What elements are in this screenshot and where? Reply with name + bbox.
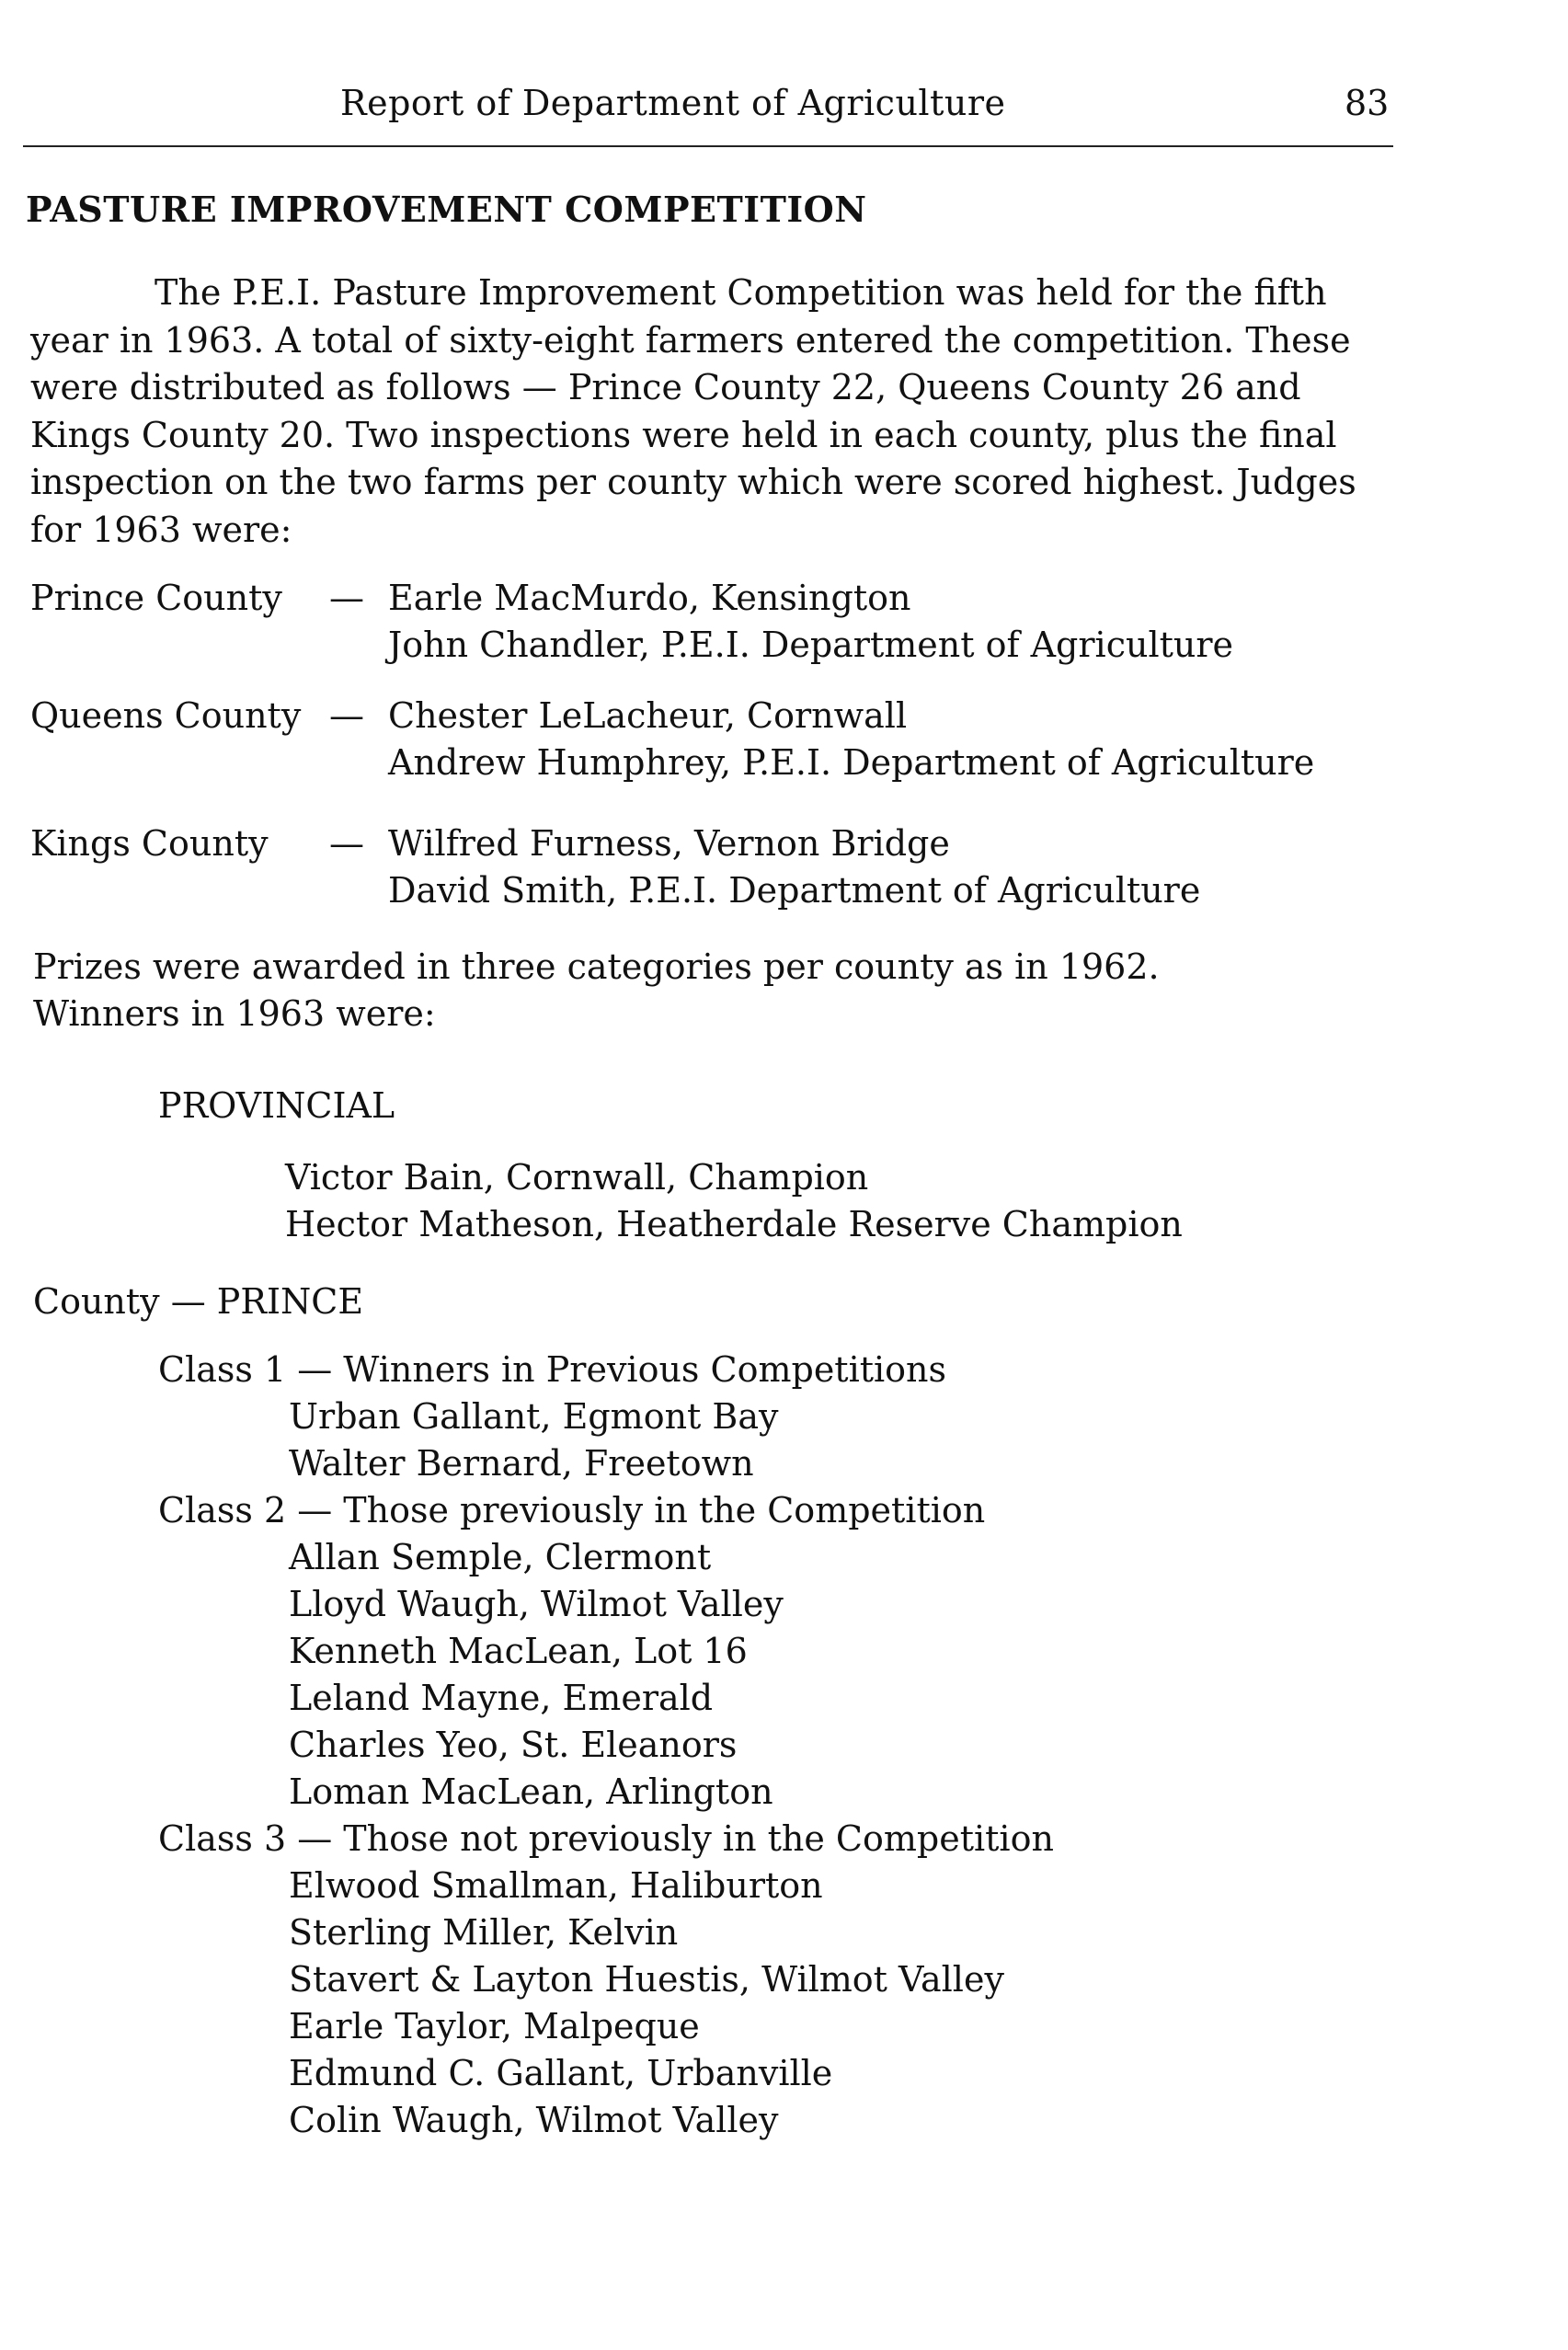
class-winner: Allan Semple, Clermont (289, 1537, 712, 1577)
judge-county-label: Kings County (30, 823, 269, 864)
provincial-winner: Hector Matheson, Heatherdale Reserve Champion (285, 1204, 1183, 1244)
prizes-line: Winners in 1963 were: (33, 993, 436, 1034)
class-label: Class 2 — Those previously in the Competition (158, 1490, 986, 1530)
judge-name: Andrew Humphrey, P.E.I. Department of Agriculture (388, 742, 1315, 783)
judge-dash: — (329, 578, 364, 618)
class-label: Class 3 — Those not previously in the Competition (158, 1818, 1054, 1859)
judge-dash: — (329, 695, 364, 736)
section-title: PASTURE IMPROVEMENT COMPETITION (26, 189, 867, 230)
class-winner: Urban Gallant, Egmont Bay (289, 1396, 779, 1437)
class-winner: Walter Bernard, Freetown (289, 1443, 754, 1484)
judge-name: Earle MacMurdo, Kensington (388, 578, 911, 618)
class-winner: Leland Mayne, Emerald (289, 1678, 714, 1718)
judge-county-label: Prince County (30, 578, 282, 618)
class-winner: Lloyd Waugh, Wilmot Valley (289, 1584, 784, 1624)
class-winner: Earle Taylor, Malpeque (289, 2006, 700, 2046)
intro-line: year in 1963. A total of sixty-eight farmers entered the competition. These (30, 319, 1351, 361)
judge-name: Wilfred Furness, Vernon Bridge (388, 823, 950, 864)
class-winner: Charles Yeo, St. Eleanors (289, 1725, 738, 1765)
intro-line: inspection on the two farms per county which were scored highest. Judges (30, 462, 1356, 502)
class-winner: Loman MacLean, Arlington (289, 1771, 773, 1812)
intro-line: The P.E.I. Pasture Improvement Competition was held for the fifth (155, 272, 1327, 313)
page-number: 83 (1345, 83, 1390, 123)
provincial-winner: Victor Bain, Cornwall, Champion (285, 1157, 869, 1198)
county-heading: County — PRINCE (33, 1281, 364, 1322)
class-winner: Edmund C. Gallant, Urbanville (289, 2053, 833, 2093)
running-header-title: Report of Department of Agriculture (340, 83, 1006, 123)
header-rule (23, 145, 1393, 147)
prizes-line: Prizes were awarded in three categories per county as in 1962. (33, 946, 1160, 987)
intro-line: for 1963 were: (30, 509, 292, 550)
judge-name: David Smith, P.E.I. Department of Agriculture (388, 870, 1201, 911)
class-winner: Elwood Smallman, Haliburton (289, 1865, 823, 1906)
judge-dash: — (329, 823, 364, 864)
class-winner: Stavert & Layton Huestis, Wilmot Valley (289, 1959, 1004, 2000)
class-winner: Colin Waugh, Wilmot Valley (289, 2100, 779, 2140)
judge-county-label: Queens County (30, 695, 302, 736)
intro-line: Kings County 20. Two inspections were held in each county, plus the final (30, 414, 1337, 455)
intro-paragraph (30, 269, 1410, 554)
class-winner: Sterling Miller, Kelvin (289, 1912, 679, 1953)
intro-line: were distributed as follows — Prince County 22, Queens County 26 and (30, 367, 1301, 407)
provincial-heading: PROVINCIAL (158, 1085, 395, 1126)
judge-name: John Chandler, P.E.I. Department of Agriculture (388, 625, 1233, 665)
class-winner: Kenneth MacLean, Lot 16 (289, 1631, 748, 1671)
class-label: Class 1 — Winners in Previous Competitions (158, 1349, 947, 1390)
judge-name: Chester LeLacheur, Cornwall (388, 695, 908, 736)
